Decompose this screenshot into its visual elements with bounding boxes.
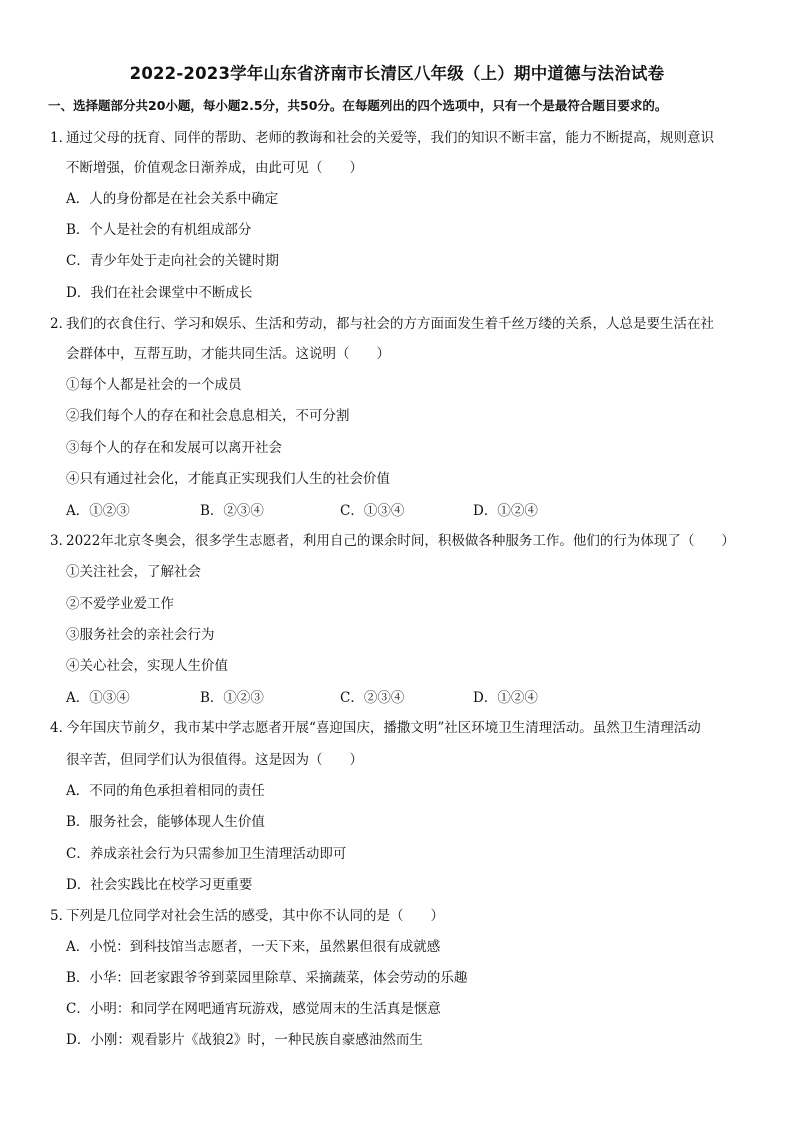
choice-a: A．①③④ xyxy=(66,690,130,706)
choice-c: C．①③④ xyxy=(340,503,405,519)
question-2-stem-cont: 会群体中，互帮互助，才能共同生活。这说明（ ） xyxy=(66,346,390,362)
question-2-statement-1: ①每个人都是社会的一个成员 xyxy=(66,377,242,393)
question-number: 2． xyxy=(50,316,73,332)
choice-d: D．①②④ xyxy=(473,690,538,706)
question-4-option-b: B．服务社会，能够体现人生价值 xyxy=(66,814,265,830)
question-number: 1． xyxy=(50,130,73,146)
question-1-option-b: B．个人是社会的有机组成部分 xyxy=(66,222,252,238)
stem-text: 2022年北京冬奥会，很多学生志愿者，利用自己的课余时间，积极做各种服务工作。他们的行为体现了（ ） xyxy=(66,533,735,549)
question-2-statement-2: ②我们每个人的存在和社会息息相关，不可分割 xyxy=(66,408,350,424)
question-4-option-c: C．养成亲社会行为只需参加卫生清理活动即可 xyxy=(66,846,347,862)
choice-b: B．①②③ xyxy=(200,690,264,706)
question-3-statement-2: ②不爱学业爱工作 xyxy=(66,596,174,612)
question-5-option-b: B．小华：回老家跟爷爷到菜园里除草、采摘蔬菜，体会劳动的乐趣 xyxy=(66,970,468,986)
question-2-statement-4: ④只有通过社会化，才能真正实现我们人生的社会价值 xyxy=(66,471,390,487)
question-number: 3． xyxy=(50,533,73,549)
question-1-option-c: C．青少年处于走向社会的关键时期 xyxy=(66,253,279,269)
choice-c: C．②③④ xyxy=(340,690,405,706)
question-1-stem xyxy=(50,128,714,148)
stem-text: 下列是几位同学对社会生活的感受，其中你不认同的是（ ） xyxy=(66,908,444,924)
question-5-option-a: A．小悦：到科技馆当志愿者，一天下来，虽然累但很有成就感 xyxy=(66,939,441,955)
question-4-option-a: A．不同的角色承担着相同的责任 xyxy=(66,783,265,799)
exam-title: 2022-2023学年山东省济南市长清区八年级（上）期中道德与法治试卷 xyxy=(129,64,665,83)
question-3-statement-1: ①关注社会，了解社会 xyxy=(66,564,201,580)
choice-d: D．①②④ xyxy=(473,503,538,519)
question-number: 5． xyxy=(50,908,73,924)
question-1-stem-cont: 不断增强，价值观念日渐养成，由此可见（ ） xyxy=(66,160,363,176)
question-5-option-c: C．小明：和同学在网吧通宵玩游戏，感觉周末的生活真是惬意 xyxy=(66,1001,441,1017)
stem-text: 通过父母的抚育、同伴的帮助、老师的教诲和社会的关爱等，我们的知识不断丰富，能力不断提高，规则意识 xyxy=(66,130,714,146)
question-5-option-d: D．小刚：观看影片《战狼2》时，一种民族自豪感油然而生 xyxy=(66,1032,423,1048)
choice-b: B．②③④ xyxy=(200,503,264,519)
question-2-statement-3: ③每个人的存在和发展可以离开社会 xyxy=(66,440,282,456)
stem-text: 我们的衣食住行、学习和娱乐、生活和劳动，都与社会的方方面面发生着千丝万缕的关系，人总是要生活在社 xyxy=(66,316,714,332)
question-3-stem xyxy=(50,531,735,551)
question-4-stem-cont: 很辛苦，但同学们认为很值得。这是因为（ ） xyxy=(66,752,363,768)
question-4-stem xyxy=(50,718,701,738)
question-2-stem xyxy=(50,314,714,334)
question-number: 4． xyxy=(50,720,73,736)
stem-text: 今年国庆节前夕，我市某中学志愿者开展“喜迎国庆，播撒文明”社区环境卫生清理活动。虽然卫生清理活动 xyxy=(66,720,701,736)
question-1-option-d: D．我们在社会课堂中不断成长 xyxy=(66,285,253,301)
section-heading: 一、选择题部分共20小题，每小题2.5分，共50分。在每题列出的四个选项中，只有一个是最符合题目要求的。 xyxy=(48,98,668,113)
question-3-statement-4: ④关心社会，实现人生价值 xyxy=(66,658,228,674)
choice-a: A．①②③ xyxy=(66,503,130,519)
question-5-stem xyxy=(50,906,444,926)
question-3-statement-3: ③服务社会的亲社会行为 xyxy=(66,627,215,643)
question-1-option-a: A．人的身份都是在社会关系中确定 xyxy=(66,191,279,207)
question-4-option-d: D．社会实践比在校学习更重要 xyxy=(66,877,253,893)
